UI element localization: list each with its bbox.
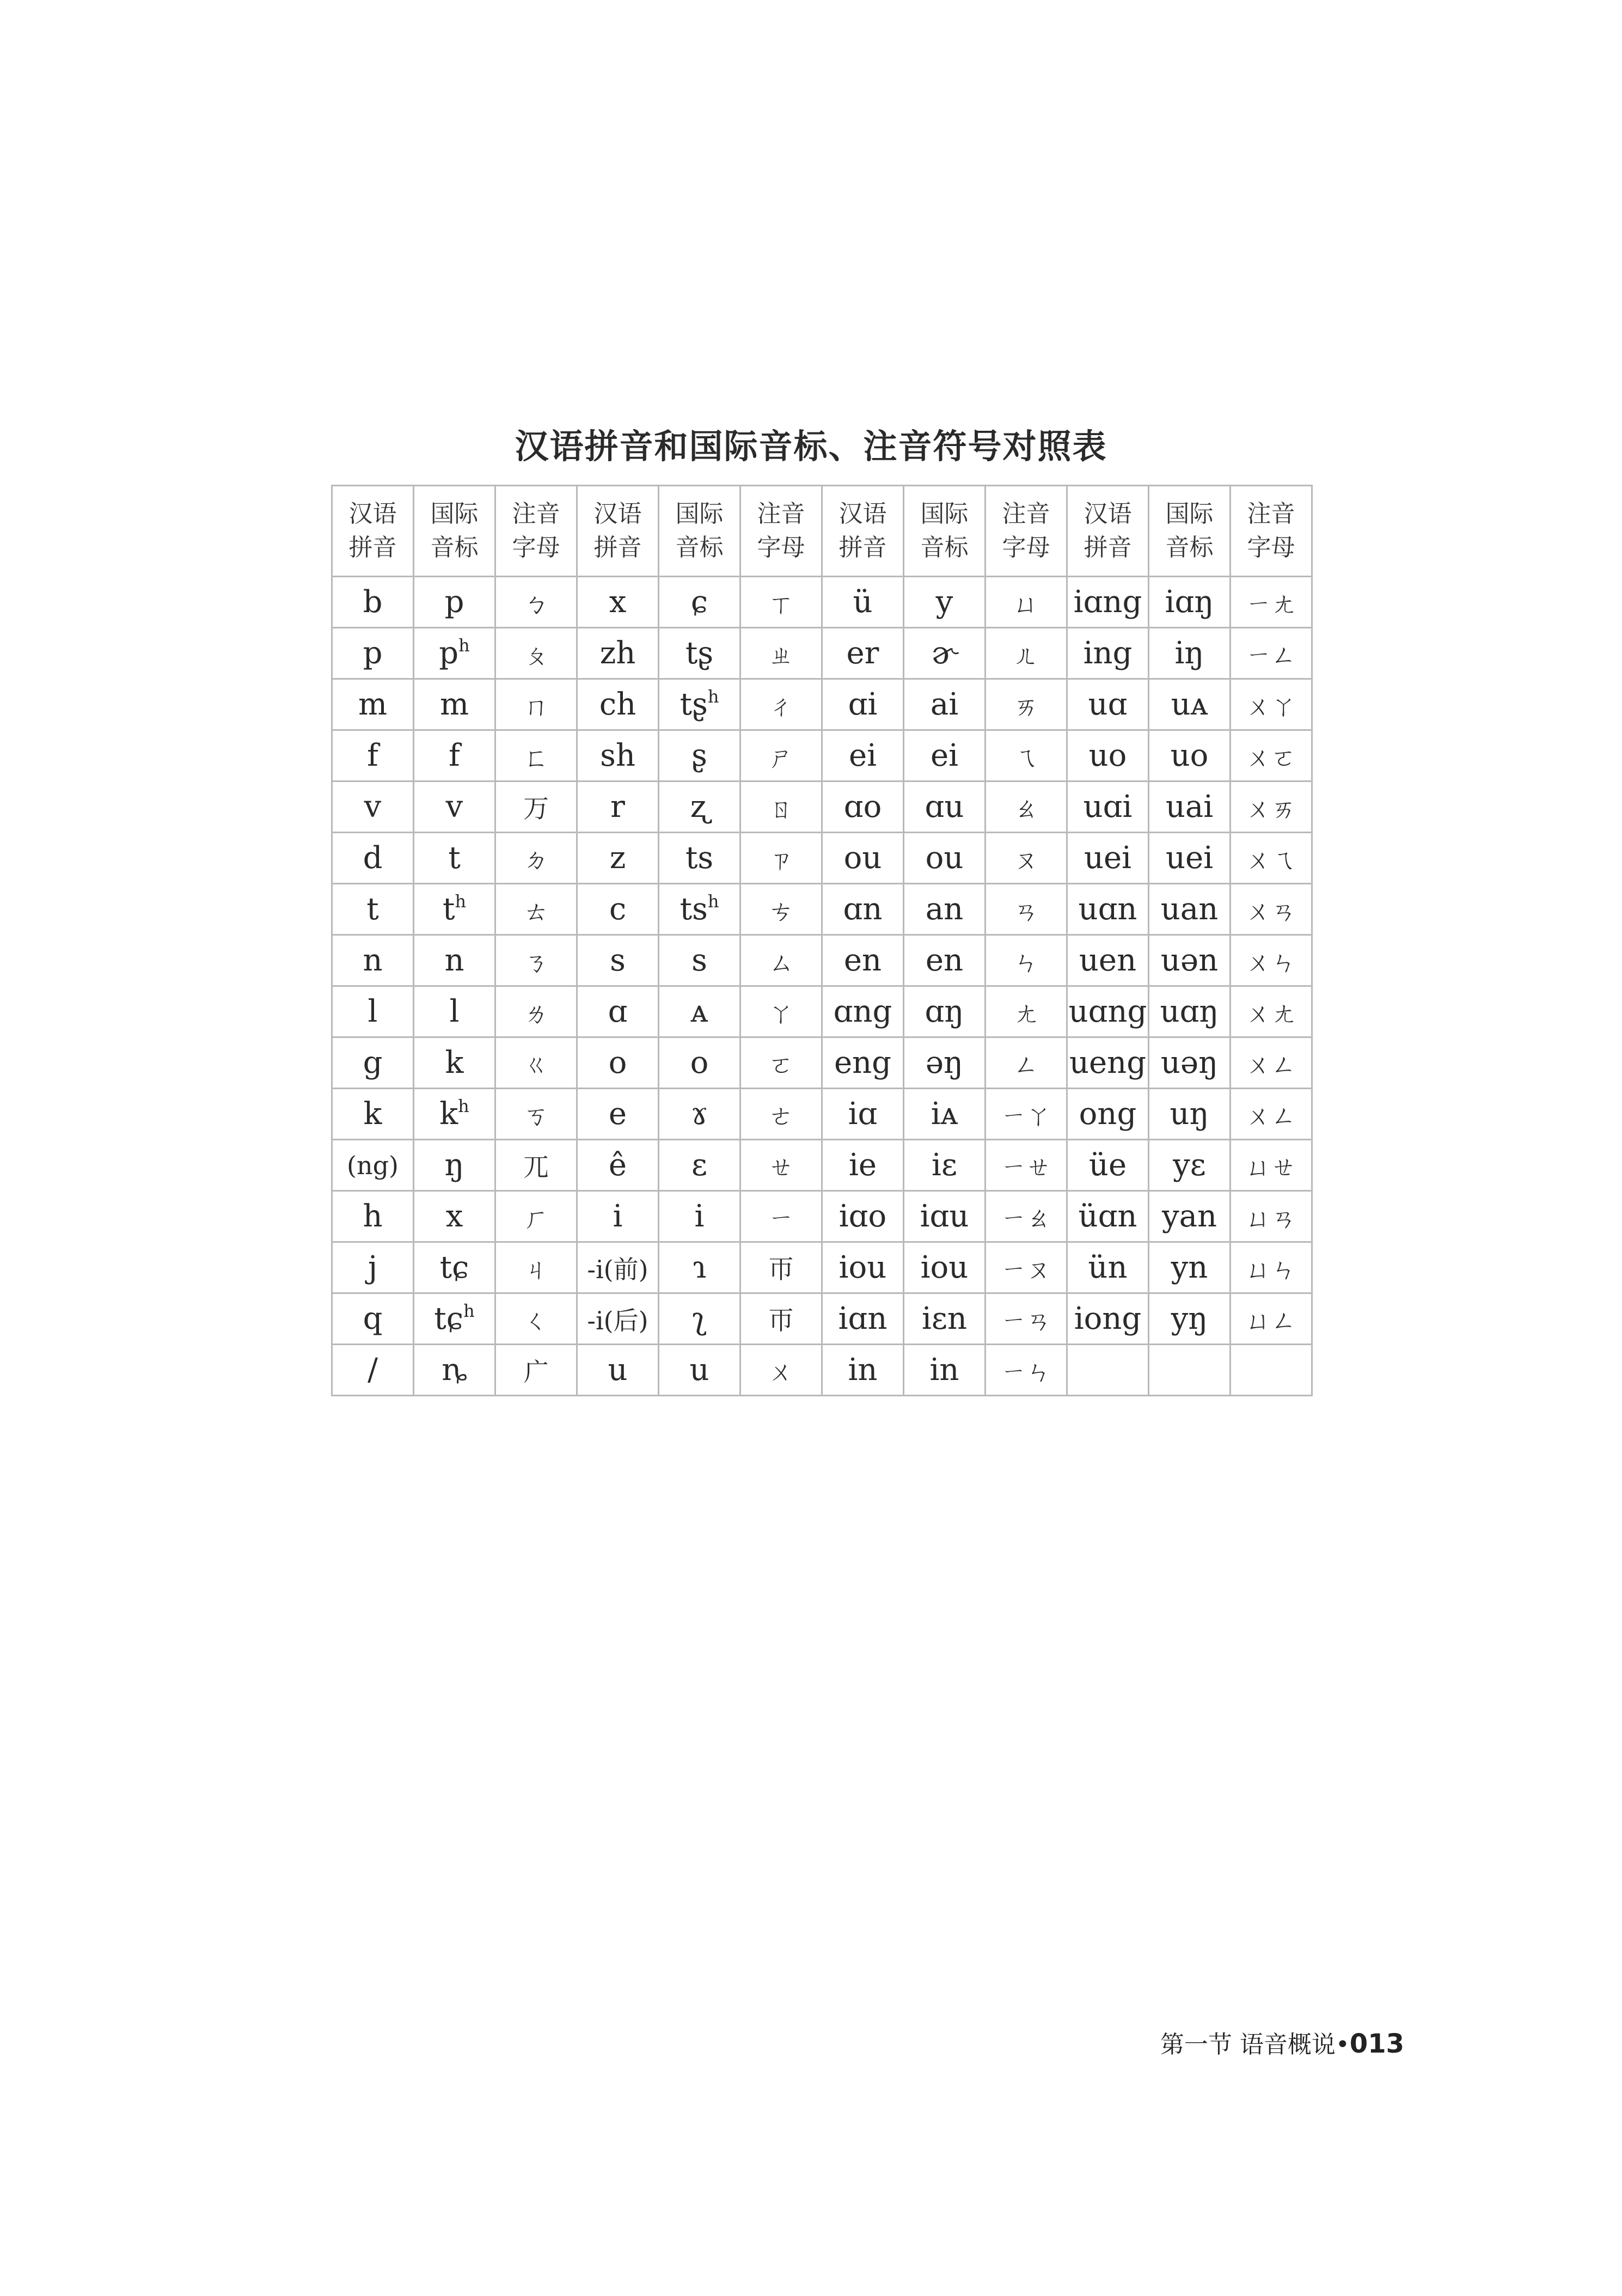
zhuyin-cell: ㄍ <box>495 1037 577 1089</box>
ipa-cell: uan <box>1149 884 1231 935</box>
header-line: 汉语 <box>1084 500 1132 528</box>
zhuyin-cell: ㄈ <box>495 730 577 781</box>
ipa-cell: ɕ <box>659 577 740 628</box>
pinyin-cell: k <box>332 1089 414 1140</box>
table-row <box>332 1037 1312 1089</box>
ipa-cell: uɑŋ <box>1149 986 1231 1037</box>
ipa-cell: an <box>904 884 986 935</box>
header-line: 音标 <box>1165 534 1214 561</box>
pinyin-cell: ɑng <box>822 986 904 1037</box>
zhuyin-cell: ㄛ <box>740 1037 822 1089</box>
pinyin-cell: h <box>332 1191 414 1242</box>
zhuyin-cell: ㄧㄡ <box>986 1242 1067 1293</box>
zhuyin-cell: ㄨㄛ <box>1231 730 1312 781</box>
pinyin-cell: n <box>332 935 414 986</box>
ipa-cell: ʐ <box>659 781 740 833</box>
header-line: 字母 <box>1002 534 1050 561</box>
pinyin-cell: ɑ <box>577 986 659 1037</box>
pinyin-cell: ei <box>822 730 904 781</box>
zhuyin-cell: ㄪ <box>495 781 577 833</box>
zhuyin-cell: ㄧㄝ <box>986 1140 1067 1191</box>
ipa-cell: ou <box>904 833 986 884</box>
table-row <box>332 628 1312 679</box>
ipa-cell: tʂ$^h$ <box>659 679 740 730</box>
pinyin-cell: uɑi <box>1067 781 1149 833</box>
pinyin-cell: -i(前) <box>577 1242 659 1293</box>
zhuyin-cell: ㄩ <box>986 577 1067 628</box>
header-line: 国际 <box>1165 500 1214 528</box>
aspiration-mark: h <box>463 1300 475 1321</box>
pinyin-cell: v <box>332 781 414 833</box>
header-line: 音标 <box>675 534 724 561</box>
header-line: 国际 <box>675 500 724 528</box>
header-line: 汉语 <box>348 500 397 528</box>
pinyin-cell: er <box>822 628 904 679</box>
zhuyin-cell: ㄕ <box>740 730 822 781</box>
table-body <box>332 577 1312 1396</box>
table-row <box>332 884 1312 935</box>
zhuyin-cell: ㄬ <box>495 1345 577 1396</box>
pinyin-cell: iɑ <box>822 1089 904 1140</box>
aspiration-mark: h <box>707 891 719 912</box>
pinyin-cell: / <box>332 1345 414 1396</box>
ipa-cell: ʅ <box>659 1293 740 1345</box>
zhuyin-cell: ㄚ <box>740 986 822 1037</box>
zhuyin-cell: ㄡ <box>986 833 1067 884</box>
pinyin-cell: in <box>822 1345 904 1396</box>
ipa-cell: ɤ <box>659 1089 740 1140</box>
pinyin-cell: sh <box>577 730 659 781</box>
table-row <box>332 1293 1312 1345</box>
header-line: 字母 <box>512 534 560 561</box>
pinyin-cell: ɑo <box>822 781 904 833</box>
header-cell <box>659 486 740 577</box>
pinyin-cell: x <box>577 577 659 628</box>
pinyin-cell: uɑ <box>1067 679 1149 730</box>
page-footer <box>1160 2025 1404 2060</box>
table-row <box>332 935 1312 986</box>
pinyin-cell: r <box>577 781 659 833</box>
zhuyin-cell: ㄙ <box>740 935 822 986</box>
ipa-cell: t <box>414 833 495 884</box>
zhuyin-cell: ㄌ <box>495 986 577 1037</box>
header-cell <box>1231 486 1312 577</box>
header-cell <box>740 486 822 577</box>
ipa-cell: əŋ <box>904 1037 986 1089</box>
pinyin-cell: ueng <box>1067 1037 1149 1089</box>
header-cell <box>986 486 1067 577</box>
pinyin-cell: ou <box>822 833 904 884</box>
table-row <box>332 730 1312 781</box>
page-number: 013 <box>1349 2029 1404 2059</box>
pinyin-cell: uei <box>1067 833 1149 884</box>
zhuyin-cell: ㄨㄚ <box>1231 679 1312 730</box>
pinyin-cell: j <box>332 1242 414 1293</box>
ipa-cell: tʂ <box>659 628 740 679</box>
ipa-cell: iou <box>904 1242 986 1293</box>
ipa-cell: p <box>414 577 495 628</box>
pinyin-cell: uen <box>1067 935 1149 986</box>
zhuyin-cell <box>1231 1345 1312 1396</box>
table-row <box>332 1345 1312 1396</box>
ipa-cell: uən <box>1149 935 1231 986</box>
zhuyin-cell: ㄓ <box>740 628 822 679</box>
table-row <box>332 1089 1312 1140</box>
header-line: 注音 <box>1247 500 1295 528</box>
header-cell <box>1067 486 1149 577</box>
header-line: 国际 <box>430 500 479 528</box>
ipa-cell: o <box>659 1037 740 1089</box>
comparison-table-container <box>331 485 1311 1388</box>
header-line: 汉语 <box>593 500 642 528</box>
table-row <box>332 1191 1312 1242</box>
header-line: 拼音 <box>838 534 887 561</box>
ipa-cell: ɿ <box>659 1242 740 1293</box>
ipa-cell: in <box>904 1345 986 1396</box>
header-cell <box>414 486 495 577</box>
pinyin-cell: ɑi <box>822 679 904 730</box>
pinyin-cell: o <box>577 1037 659 1089</box>
ipa-cell: tɕ <box>414 1242 495 1293</box>
footer-section-title: 第一节 语音概说 <box>1160 2031 1336 2059</box>
zhuyin-cell: ㄗ <box>740 833 822 884</box>
zhuyin-cell: ㄨ <box>740 1345 822 1396</box>
ipa-cell: ai <box>904 679 986 730</box>
zhuyin-cell: ㄦ <box>986 628 1067 679</box>
zhuyin-cell: ㄧㄥ <box>1231 628 1312 679</box>
header-line: 汉语 <box>838 500 887 528</box>
header-line: 音标 <box>430 534 479 561</box>
header-cell <box>577 486 659 577</box>
ipa-cell: ʂ <box>659 730 740 781</box>
zhuyin-cell: ㄒ <box>740 577 822 628</box>
ipa-cell: uəŋ <box>1149 1037 1231 1089</box>
ipa-cell: iŋ <box>1149 628 1231 679</box>
pinyin-cell: (ng) <box>332 1140 414 1191</box>
header-cell <box>332 486 414 577</box>
table-row <box>332 986 1312 1037</box>
pinyin-cell: ing <box>1067 628 1149 679</box>
zhuyin-cell: ㄅ <box>495 577 577 628</box>
pinyin-cell: ie <box>822 1140 904 1191</box>
zhuyin-cell: ㄇ <box>495 679 577 730</box>
zhuyin-cell: ㄖ <box>740 781 822 833</box>
pinyin-cell: c <box>577 884 659 935</box>
zhuyin-cell: ㄥ <box>986 1037 1067 1089</box>
pinyin-cell: q <box>332 1293 414 1345</box>
pinyin-cell: p <box>332 628 414 679</box>
zhuyin-cell: ㄘ <box>740 884 822 935</box>
pinyin-cell: t <box>332 884 414 935</box>
zhuyin-cell: ㄏ <box>495 1191 577 1242</box>
pinyin-cell: u <box>577 1345 659 1396</box>
zhuyin-cell: 帀 <box>740 1242 822 1293</box>
zhuyin-cell: ㄊ <box>495 884 577 935</box>
zhuyin-cell: ㄧㄠ <box>986 1191 1067 1242</box>
ipa-cell: iᴀ <box>904 1089 986 1140</box>
zhuyin-cell: ㄋ <box>495 935 577 986</box>
header-line: 音标 <box>920 534 969 561</box>
pinyin-cell: iong <box>1067 1293 1149 1345</box>
header-line: 注音 <box>757 500 805 528</box>
pinyin-cell: iɑng <box>1067 577 1149 628</box>
zhuyin-cell: ㄣ <box>986 935 1067 986</box>
ipa-cell: yɛ <box>1149 1140 1231 1191</box>
pinyin-cell: ê <box>577 1140 659 1191</box>
page-title: 汉语拼音和国际音标、注音符号对照表 <box>515 426 1107 466</box>
zhuyin-cell: ㄨㄥ <box>1231 1089 1312 1140</box>
pinyin-cell: l <box>332 986 414 1037</box>
table-row <box>332 1242 1312 1293</box>
header-line: 拼音 <box>1084 534 1132 561</box>
zhuyin-cell: ㄨㄢ <box>1231 884 1312 935</box>
pinyin-cell: zh <box>577 628 659 679</box>
ipa-cell: uŋ <box>1149 1089 1231 1140</box>
pinyin-cell: s <box>577 935 659 986</box>
pinyin-cell: d <box>332 833 414 884</box>
ipa-cell: m <box>414 679 495 730</box>
ipa-cell: iɛ <box>904 1140 986 1191</box>
ipa-cell <box>1149 1345 1231 1396</box>
pinyin-cell: -i(后) <box>577 1293 659 1345</box>
pinyin-cell: iɑn <box>822 1293 904 1345</box>
ipa-cell: iɑu <box>904 1191 986 1242</box>
zhuyin-cell: ㄨㄞ <box>1231 781 1312 833</box>
zhuyin-cell: ㄧㄣ <box>986 1345 1067 1396</box>
table-row <box>332 781 1312 833</box>
zhuyin-cell: ㄧㄚ <box>986 1089 1067 1140</box>
ipa-cell: s <box>659 935 740 986</box>
header-line: 拼音 <box>348 534 397 561</box>
zhuyin-cell: ㄧㄤ <box>1231 577 1312 628</box>
ipa-cell: u <box>659 1345 740 1396</box>
zhuyin-cell: ㄞ <box>986 679 1067 730</box>
zhuyin-cell: ㄎ <box>495 1089 577 1140</box>
header-row <box>332 486 1312 577</box>
zhuyin-cell: ㄩㄣ <box>1231 1242 1312 1293</box>
ipa-cell: x <box>414 1191 495 1242</box>
ipa-cell: iɑŋ <box>1149 577 1231 628</box>
aspiration-mark: h <box>707 686 719 707</box>
zhuyin-cell: ㄨㄥ <box>1231 1037 1312 1089</box>
aspiration-mark: h <box>458 1096 469 1116</box>
header-line: 国际 <box>920 500 969 528</box>
ipa-cell: en <box>904 935 986 986</box>
pinyin-cell: üe <box>1067 1140 1149 1191</box>
pinyin-cell: ün <box>1067 1242 1149 1293</box>
ipa-cell: l <box>414 986 495 1037</box>
header-cell <box>495 486 577 577</box>
zhuyin-cell: ㄩㄥ <box>1231 1293 1312 1345</box>
aspiration-mark: h <box>455 891 467 912</box>
header-cell <box>822 486 904 577</box>
ipa-cell: $k^h$ <box>414 1089 495 1140</box>
ipa-cell: k <box>414 1037 495 1089</box>
ipa-cell: yŋ <box>1149 1293 1231 1345</box>
table-row <box>332 833 1312 884</box>
pinyin-cell: e <box>577 1089 659 1140</box>
zhuyin-cell: ㄑ <box>495 1293 577 1345</box>
zhuyin-cell: ㄨㄤ <box>1231 986 1312 1037</box>
zhuyin-cell: ㄉ <box>495 833 577 884</box>
pinyin-cell: m <box>332 679 414 730</box>
ipa-cell: uai <box>1149 781 1231 833</box>
zhuyin-cell: 帀 <box>740 1293 822 1345</box>
pinyin-cell: uo <box>1067 730 1149 781</box>
ipa-cell: n <box>414 935 495 986</box>
aspiration-mark: h <box>458 635 470 656</box>
ipa-cell: ts <box>659 833 740 884</box>
header-cell <box>1149 486 1231 577</box>
ipa-cell: ᴀ <box>659 986 740 1037</box>
zhuyin-cell: ㄨㄟ <box>1231 833 1312 884</box>
header-cell <box>904 486 986 577</box>
zhuyin-cell: ㄆ <box>495 628 577 679</box>
ipa-cell: uo <box>1149 730 1231 781</box>
zhuyin-cell: ㄩㄝ <box>1231 1140 1312 1191</box>
pinyin-cell: ü <box>822 577 904 628</box>
pinyin-cell: ch <box>577 679 659 730</box>
zhuyin-cell: ㄨㄣ <box>1231 935 1312 986</box>
zhuyin-cell: ㄜ <box>740 1089 822 1140</box>
pinyin-cell: z <box>577 833 659 884</box>
pinyin-cell: uɑng <box>1067 986 1149 1037</box>
zhuyin-cell: ㄢ <box>986 884 1067 935</box>
ipa-cell: yn <box>1149 1242 1231 1293</box>
ipa-cell: uᴀ <box>1149 679 1231 730</box>
ipa-cell: ɑŋ <box>904 986 986 1037</box>
ipa-cell: v <box>414 781 495 833</box>
table-row <box>332 679 1312 730</box>
pinyin-cell: ong <box>1067 1089 1149 1140</box>
table-row <box>332 577 1312 628</box>
pinyin-cell: f <box>332 730 414 781</box>
pinyin-cell: üɑn <box>1067 1191 1149 1242</box>
zhuyin-cell: ㄩㄢ <box>1231 1191 1312 1242</box>
zhuyin-cell: ㄟ <box>986 730 1067 781</box>
ipa-cell: iɛn <box>904 1293 986 1345</box>
ipa-cell: $ts^h$ <box>659 884 740 935</box>
header-line: 字母 <box>757 534 805 561</box>
zhuyin-cell: ㄐ <box>495 1242 577 1293</box>
zhuyin-cell: ㄝ <box>740 1140 822 1191</box>
ipa-cell: ŋ <box>414 1140 495 1191</box>
header-line: 拼音 <box>593 534 642 561</box>
ipa-cell: ȵ <box>414 1345 495 1396</box>
zhuyin-cell: ㄔ <box>740 679 822 730</box>
header-line: 字母 <box>1247 534 1295 561</box>
pinyin-cell: iɑo <box>822 1191 904 1242</box>
pinyin-cell: b <box>332 577 414 628</box>
ipa-cell: $p^h$ <box>414 628 495 679</box>
zhuyin-cell: ㄧㄢ <box>986 1293 1067 1345</box>
ipa-cell: ei <box>904 730 986 781</box>
ipa-cell: y <box>904 577 986 628</box>
ipa-cell: f <box>414 730 495 781</box>
zhuyin-cell: ㄤ <box>986 986 1067 1037</box>
footer-bullet: • <box>1335 2031 1350 2059</box>
ipa-cell: $t^h$ <box>414 884 495 935</box>
ipa-cell: ɛ <box>659 1140 740 1191</box>
ipa-cell: ɑu <box>904 781 986 833</box>
ipa-cell: yan <box>1149 1191 1231 1242</box>
zhuyin-cell: ㄫ <box>495 1140 577 1191</box>
pinyin-cell: uɑn <box>1067 884 1149 935</box>
table-row <box>332 1140 1312 1191</box>
zhuyin-cell: ㄠ <box>986 781 1067 833</box>
ipa-cell: ɚ <box>904 628 986 679</box>
ipa-cell: i <box>659 1191 740 1242</box>
pinyin-cell: iou <box>822 1242 904 1293</box>
ipa-cell: uei <box>1149 833 1231 884</box>
pinyin-cell: i <box>577 1191 659 1242</box>
header-line: 注音 <box>512 500 560 528</box>
pinyin-cell: g <box>332 1037 414 1089</box>
pinyin-cell <box>1067 1345 1149 1396</box>
ipa-cell: tɕ$^h$ <box>414 1293 495 1345</box>
pinyin-ipa-zhuyin-table <box>331 485 1313 1396</box>
pinyin-cell: ɑn <box>822 884 904 935</box>
pinyin-cell: eng <box>822 1037 904 1089</box>
zhuyin-cell: ㄧ <box>740 1191 822 1242</box>
pinyin-cell: en <box>822 935 904 986</box>
header-line: 注音 <box>1002 500 1050 528</box>
